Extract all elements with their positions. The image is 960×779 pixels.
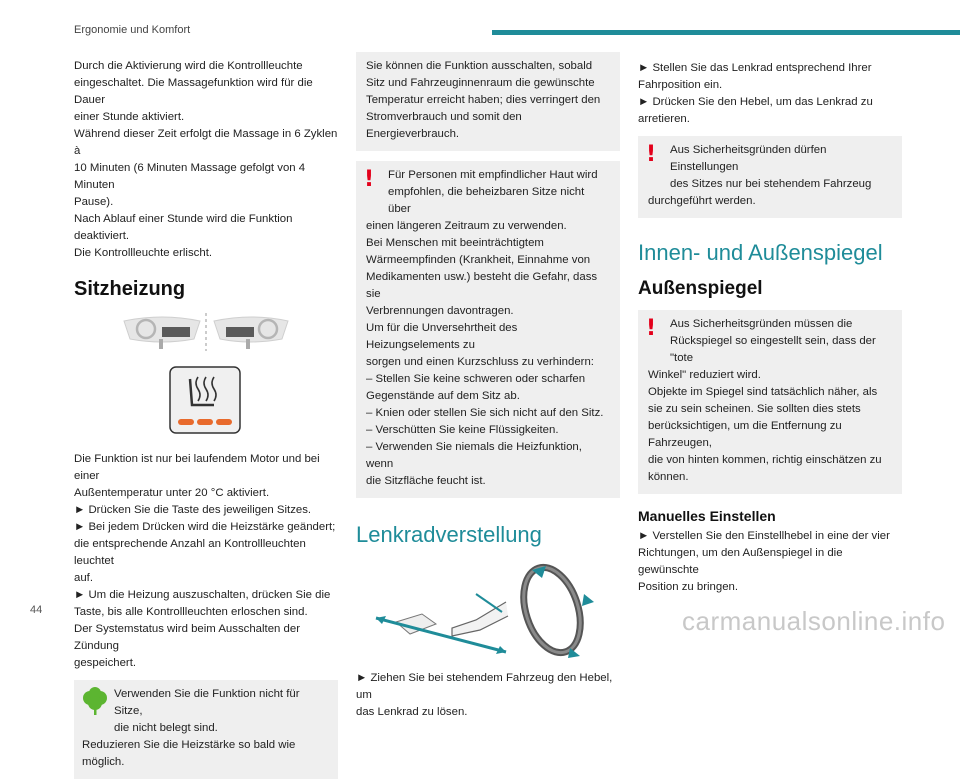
text-line: Stromverbrauch und somit den Energieverbrauch. xyxy=(366,111,522,140)
text-line: empfohlen, die beheizbaren Sitze nicht über xyxy=(388,186,585,215)
info-box xyxy=(356,52,620,151)
text-line: Für Personen mit empfindlicher Haut wird xyxy=(388,169,598,181)
text-line: Fahrposition ein. xyxy=(638,79,723,91)
text-line: ► Verstellen Sie den Einstellhebel in eine der vier xyxy=(638,530,890,542)
text-line: ► Bei jedem Drücken wird die Heizstärke geändert; xyxy=(74,521,336,533)
text-line: Reduzieren Sie die Heizstärke so bald wie möglich. xyxy=(82,739,296,768)
text-line: Medikamenten usw.) besteht die Gefahr, dass sie xyxy=(366,271,598,300)
warning-box-mirror xyxy=(638,310,902,494)
text-line: Aus Sicherheitsgründen dürfen Einstellungen xyxy=(670,144,827,173)
text-line: Winkel" reduziert wird. xyxy=(648,369,761,381)
text-line: 10 Minuten (6 Minuten Massage gefolgt von 4 Minuten xyxy=(74,162,306,191)
text-line: berücksichtigen, um die Entfernung zu Fahrzeugen, xyxy=(648,420,842,449)
warning-exclamation-icon: ! xyxy=(646,316,657,341)
text-line: Rückspiegel so eingestellt sein, dass der "tote xyxy=(670,335,876,364)
text-line: einen längeren Zeitraum zu verwenden. xyxy=(366,220,567,232)
text-line: Aus Sicherheitsgründen müssen die xyxy=(670,318,853,330)
eco-note-box xyxy=(74,680,338,779)
text-line: durchgeführt werden. xyxy=(648,195,756,207)
steering-step xyxy=(356,670,620,721)
text-line: ► Ziehen Sie bei stehendem Fahrzeug den Hebel, um xyxy=(356,672,613,701)
text-line: arretieren. xyxy=(638,113,690,125)
heading-manuelles-einstellen: Manuelles Einstellen xyxy=(638,508,776,524)
text-line: – Verschütten Sie keine Flüssigkeiten. xyxy=(366,424,559,436)
text-line: gespeichert. xyxy=(74,657,137,669)
text-line: die Sitzfläche feucht ist. xyxy=(366,475,486,487)
header-section-title: Ergonomie und Komfort xyxy=(74,24,191,36)
warning-exclamation-icon: ! xyxy=(646,142,657,167)
text-line: einer Stunde aktiviert. xyxy=(74,111,185,123)
eco-leaf-icon xyxy=(82,688,108,716)
text-line: können. xyxy=(648,471,689,483)
heading-sitzheizung: Sitzheizung xyxy=(74,278,186,300)
text-line: auf. xyxy=(74,572,93,584)
warning-box-seat xyxy=(638,136,902,218)
text-line: ► Drücken Sie die Taste des jeweiligen Sitzes. xyxy=(74,504,312,516)
warning-exclamation-icon: ! xyxy=(364,167,375,192)
text-line: Position zu bringen. xyxy=(638,581,739,593)
steering-column-diagram xyxy=(356,564,620,664)
text-line: sie zu sein scheinen. Sie sollten dies stets xyxy=(648,403,861,415)
text-line: Außentemperatur unter 20 °C aktiviert. xyxy=(74,487,270,499)
text-line: Während dieser Zeit erfolgt die Massage in 6 Zyklen à xyxy=(74,128,338,157)
page-number: 44 xyxy=(30,604,43,616)
text-line: Bei Menschen mit beeinträchtigtem xyxy=(366,237,544,249)
text-line: Die Funktion ist nur bei laufendem Motor und bei einer xyxy=(74,453,320,482)
steering-steps-continued xyxy=(638,60,902,128)
text-line: ► Drücken Sie den Hebel, um das Lenkrad zu xyxy=(638,96,873,108)
text-line: des Sitzes nur bei stehendem Fahrzeug xyxy=(670,178,872,190)
text-line: das Lenkrad zu lösen. xyxy=(356,706,468,718)
text-line: Gegenstände auf dem Sitz ab. xyxy=(366,390,520,402)
text-line: die von hinten kommen, richtig einschätzen zu xyxy=(648,454,882,466)
heating-instructions xyxy=(74,451,338,672)
arrow-icon xyxy=(582,594,594,606)
text-line: Pause). xyxy=(74,196,114,208)
warning-box-skin xyxy=(356,161,620,498)
text-line: Temperatur erreicht haben; dies verringert den xyxy=(366,94,601,106)
mirror-manual-step xyxy=(638,528,902,596)
column-left xyxy=(74,58,338,779)
text-line: Durch die Aktivierung wird die Kontrollleuchte xyxy=(74,60,303,72)
massage-intro xyxy=(74,58,338,262)
text-line: Objekte im Spiegel sind tatsächlich näher, als xyxy=(648,386,878,398)
text-line: – Knien oder stellen Sie sich nicht auf den Sitz. xyxy=(366,407,604,419)
text-line: Die Kontrollleuchte erlischt. xyxy=(74,247,213,259)
text-line: Sitz und Fahrzeuginnenraum die gewünschte xyxy=(366,77,595,89)
text-line: Verwenden Sie die Funktion nicht für Sitze, xyxy=(114,688,300,717)
text-line: Der Systemstatus wird beim Ausschalten der Zündung xyxy=(74,623,301,652)
text-line: Verbrennungen davontragen. xyxy=(366,305,514,317)
header-accent-bar xyxy=(492,30,960,35)
text-line: Richtungen, um den Außenspiegel in die gewünschte xyxy=(638,547,843,576)
heading-spiegel: Innen- und Außenspiegel xyxy=(638,240,883,265)
seat-heater-illustration xyxy=(74,309,338,449)
column-middle xyxy=(356,52,620,721)
heading-lenkradverstellung: Lenkradverstellung xyxy=(356,522,542,547)
text-line: eingeschaltet. Die Massagefunktion wird für die Dauer xyxy=(74,77,313,106)
text-line: – Verwenden Sie niemals die Heizfunktion, wenn xyxy=(366,441,582,470)
steering-adjust-illustration xyxy=(356,564,620,664)
text-line: sorgen und einen Kurzschluss zu verhindern: xyxy=(366,356,594,368)
text-line: Taste, bis alle Kontrollleuchten erloschen sind. xyxy=(74,606,308,618)
text-line: Sie können die Funktion ausschalten, sobald xyxy=(366,60,593,72)
watermark: carmanualsonline.info xyxy=(682,606,946,636)
text-line: Wärmeempfinden (Krankheit, Einnahme von xyxy=(366,254,591,266)
heading-aussenspiegel: Außenspiegel xyxy=(638,278,763,299)
seat-heater-diagram xyxy=(74,309,338,449)
text-line: Um für die Unversehrtheit des Heizungselements zu xyxy=(366,322,518,351)
text-line: die nicht belegt sind. xyxy=(114,722,218,734)
text-line: ► Um die Heizung auszuschalten, drücken Sie die xyxy=(74,589,331,601)
column-right xyxy=(638,60,902,596)
text-line: ► Stellen Sie das Lenkrad entsprechend Ihrer xyxy=(638,62,872,74)
text-line: – Stellen Sie keine schweren oder scharfen xyxy=(366,373,586,385)
text-line: Nach Ablauf einer Stunde wird die Funktion deaktiviert. xyxy=(74,213,293,242)
text-line: die entsprechende Anzahl an Kontrollleuchten leuchtet xyxy=(74,538,306,567)
